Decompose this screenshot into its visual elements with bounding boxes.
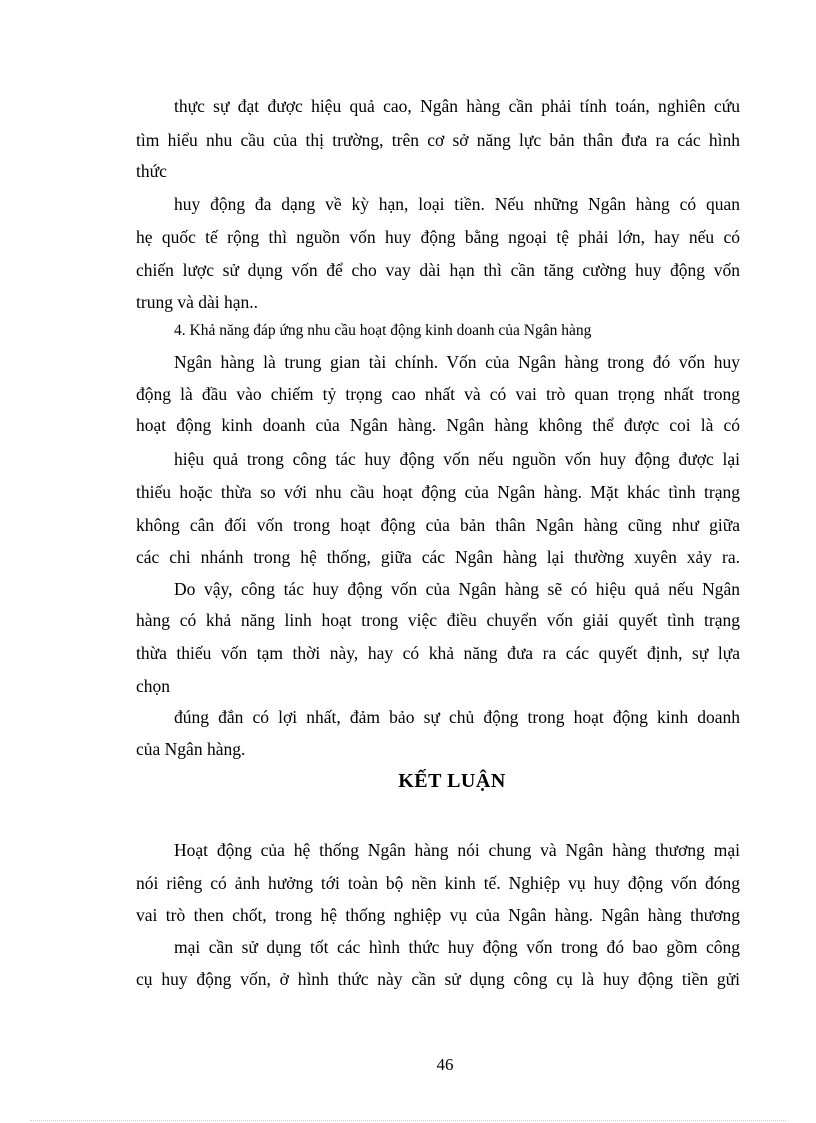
body-text-line: động là đầu vào chiếm tỷ trọng cao nhất và có vai trò quan trọng nhất trong [136, 384, 740, 404]
body-text-line: Ngân hàng là trung gian tài chính. Vốn của Ngân hàng trong đó vốn huy [174, 352, 740, 372]
body-text-line: thực sự đạt được hiệu quả cao, Ngân hàng cần phải tính toán, nghiên cứu [174, 96, 740, 116]
body-text-line: Do vậy, công tác huy động vốn của Ngân hàng sẽ có hiệu quả nếu Ngân [174, 579, 740, 599]
body-text-line: chiến lược sử dụng vốn để cho vay dài hạn thì cần tăng cường huy động vốn [136, 260, 740, 280]
body-text-line: mại cần sử dụng tốt các hình thức huy động vốn trong đó bao gồm công [174, 937, 740, 957]
body-text-line: thức [136, 161, 167, 181]
body-text-line: Hoạt động của hệ thống Ngân hàng nói chung và Ngân hàng thương mại [174, 840, 740, 860]
body-text-line: chọn [136, 676, 171, 696]
body-text-line: nói riêng có ảnh hưởng tới toàn bộ nền kinh tế. Nghiệp vụ huy động vốn đóng [136, 873, 740, 893]
body-text-line: đúng đắn có lợi nhất, đảm bảo sự chủ động trong hoạt động kinh doanh [174, 707, 740, 727]
body-text-line: hiệu quả trong công tác huy động vốn nếu nguồn vốn huy động được lại [174, 449, 740, 469]
page-bottom-rule [30, 1120, 786, 1121]
body-text-line: thiếu hoặc thừa so với nhu cầu hoạt động của Ngân hàng. Mặt khác tình trạng [136, 482, 740, 502]
section-heading: 4. Khả năng đáp ứng nhu cầu hoạt động kinh doanh của Ngân hàng [174, 322, 592, 339]
conclusion-title: KẾT LUẬN [398, 770, 506, 792]
page-number: 46 [436, 1055, 454, 1074]
body-text-line: cụ huy động vốn, ở hình thức này cần sử dụng công cụ là huy động tiền gửi [136, 969, 740, 989]
body-text-line: các chi nhánh trong hệ thống, giữa các Ngân hàng lại thường xuyên xảy ra. [136, 547, 740, 567]
body-text-line: không cân đối vốn trong hoạt động của bản thân Ngân hàng cũng như giữa [136, 515, 740, 535]
body-text-line: thừa thiếu vốn tạm thời này, hay có khả năng đưa ra các quyết định, sự lựa [136, 643, 740, 663]
body-text-line: trung và dài hạn.. [136, 292, 258, 312]
body-text-line: hẹ quốc tế rộng thì nguồn vốn huy động bằng ngoại tệ phải lớn, hay nếu có [136, 227, 740, 247]
body-text-line: hàng có khả năng linh hoạt trong việc điều chuyển vốn giải quyết tình trạng [136, 610, 740, 630]
body-text-line: hoạt động kinh doanh của Ngân hàng. Ngân hàng không thể được coi là có [136, 415, 740, 435]
body-text-line: vai trò then chốt, trong hệ thống nghiệp vụ của Ngân hàng. Ngân hàng thương [136, 905, 740, 925]
body-text-line: huy động đa dạng về kỳ hạn, loại tiền. Nếu những Ngân hàng có quan [174, 194, 740, 214]
body-text-line: của Ngân hàng. [136, 739, 246, 759]
body-text-line: tìm hiểu nhu cầu của thị trường, trên cơ sở năng lực bản thân đưa ra các hình [136, 130, 740, 150]
